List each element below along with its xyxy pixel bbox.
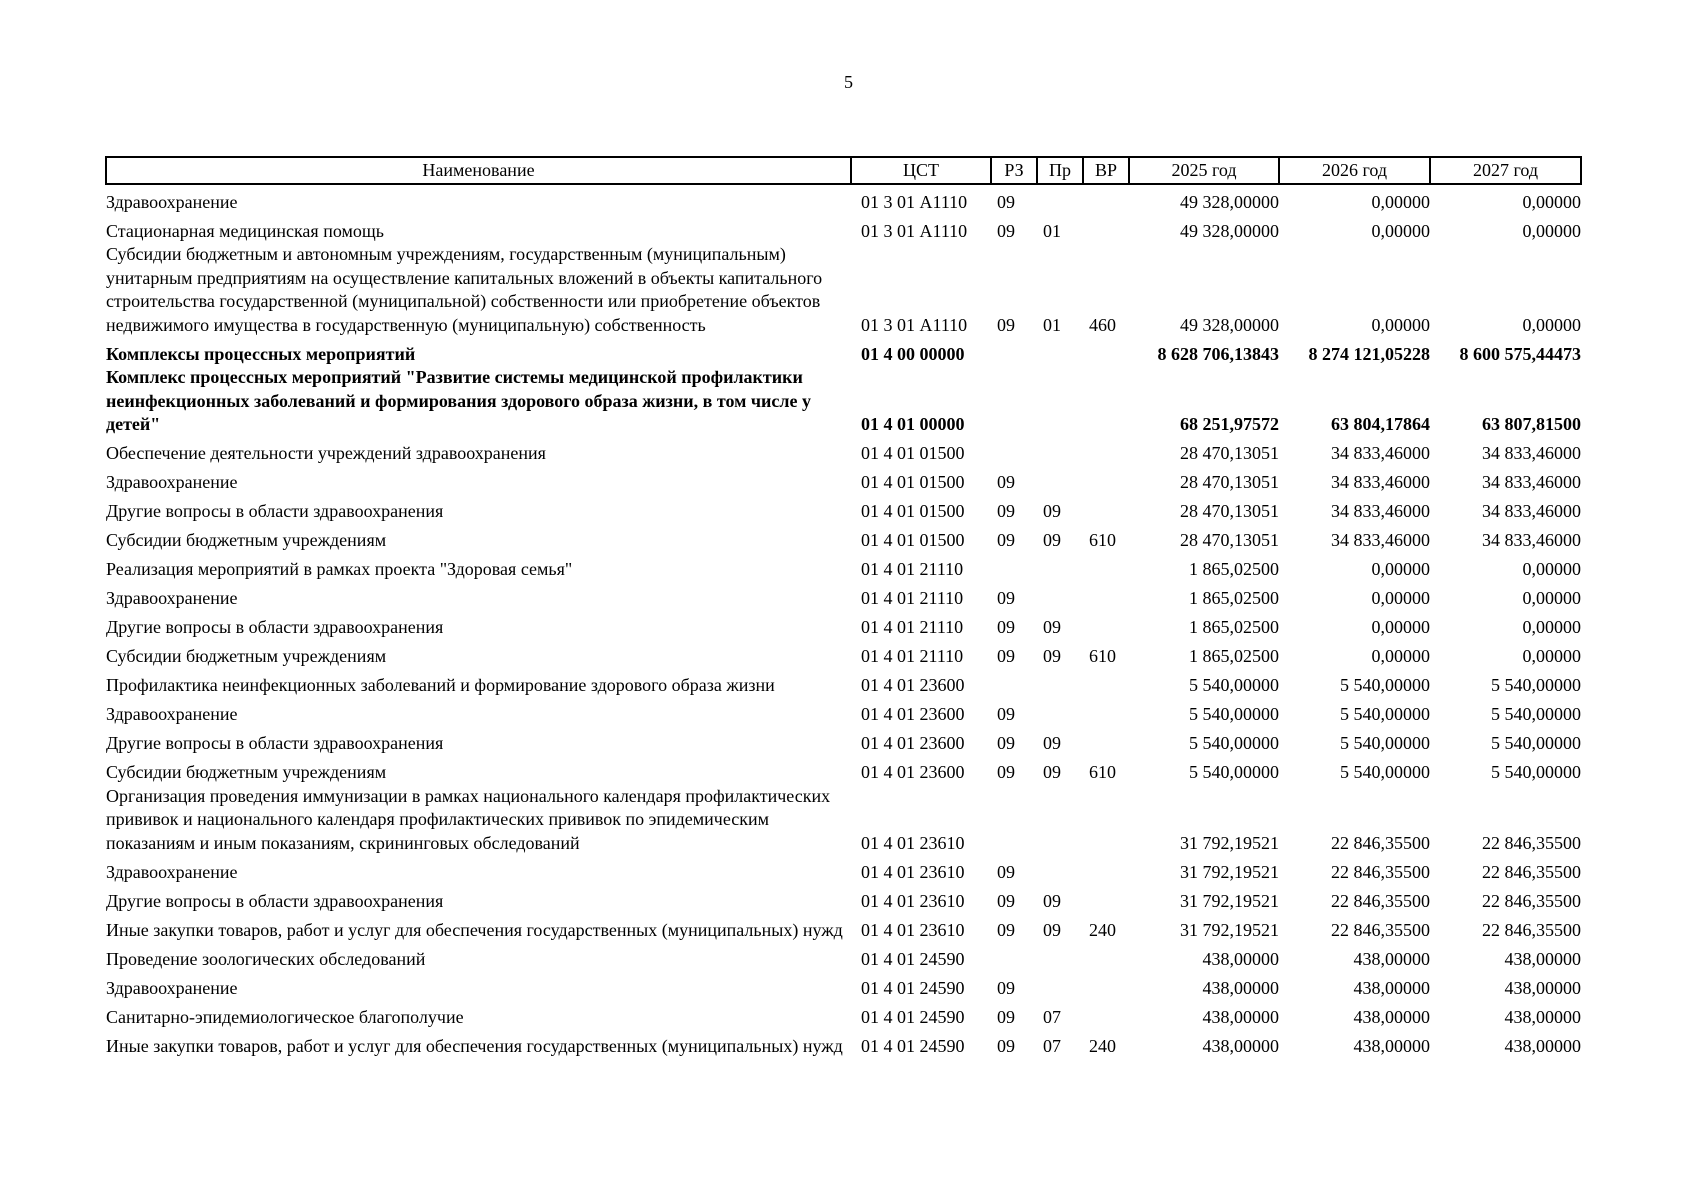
table-row [106,855,1581,884]
row-2027: 34 833,46000 [1482,472,1581,492]
row-cst: 01 4 01 23610 [861,890,965,911]
row-pr: 07 [1043,1006,1061,1027]
row-2025: 5 540,00000 [1189,733,1279,753]
row-vr: 610 [1089,646,1116,666]
row-pr: 09 [1043,530,1061,550]
row-2025: 68 251,97572 [1180,414,1279,434]
table-row [106,611,1581,640]
row-2025: 1 865,02500 [1189,646,1279,666]
row-vr [1083,971,1129,1000]
row-rz: 09 [997,762,1015,782]
table-row [106,640,1581,669]
row-pr [1037,366,1083,437]
row-vr [1083,495,1129,524]
row-2026: 0,00000 [1371,646,1430,666]
row-pr [1037,669,1083,698]
row-vr: 610 [1089,762,1116,782]
row-vr [1083,337,1129,366]
row-pr: 07 [1043,1035,1061,1056]
row-name: Здравоохранение [106,472,238,492]
row-2027: 0,00000 [1522,559,1581,579]
row-vr [1083,1000,1129,1029]
row-cst: 01 4 01 00000 [861,414,965,434]
table-row [106,366,1581,437]
row-2027: 438,00000 [1504,948,1581,969]
row-pr: 01 [1043,314,1061,335]
row-2025: 8 628 706,13843 [1157,343,1279,364]
row-name: Субсидии бюджетным учреждениям [106,530,387,550]
table-header [106,157,1581,184]
row-cst: 01 4 01 23610 [861,861,965,882]
row-2026: 0,00000 [1371,588,1430,608]
row-2026: 22 846,35500 [1331,832,1430,853]
page-number: 5 [844,72,853,92]
table-row [106,214,1581,243]
row-name: Здравоохранение [106,588,238,608]
row-2027: 0,00000 [1522,617,1581,637]
row-vr: 610 [1089,530,1116,550]
row-2026: 5 540,00000 [1340,675,1430,695]
row-cst: 01 4 01 23610 [861,832,965,853]
row-cst: 01 4 01 23600 [861,675,965,695]
row-pr [1037,698,1083,727]
row-cst: 01 4 01 01500 [861,530,965,550]
row-2026: 34 833,46000 [1331,443,1430,463]
row-name: Обеспечение деятельности учреждений здравоохранения [106,443,546,463]
row-vr: 240 [1089,919,1116,940]
table-row [106,942,1581,971]
row-vr [1083,214,1129,243]
row-pr [1037,971,1083,1000]
row-pr [1037,942,1083,971]
row-pr [1037,466,1083,495]
header-vr: ВР [1083,157,1129,184]
row-pr: 09 [1043,617,1061,637]
row-2026: 0,00000 [1371,314,1430,335]
header-name: Наименование [106,157,851,184]
row-rz: 09 [997,704,1015,724]
row-cst: 01 4 01 21110 [861,646,964,666]
row-rz [991,366,1037,437]
row-2027: 5 540,00000 [1491,675,1581,695]
row-name: Профилактика неинфекционных заболеваний и формирование здорового образа жизни [106,675,775,695]
row-cst: 01 4 01 23600 [861,704,965,724]
row-2027: 34 833,46000 [1482,530,1581,550]
row-2027: 8 600 575,44473 [1459,343,1581,364]
row-cst: 01 4 01 23610 [861,919,965,940]
row-cst: 01 4 01 01500 [861,501,965,521]
row-pr: 09 [1043,890,1061,911]
row-cst: 01 4 01 21110 [861,588,964,608]
row-name: Иные закупки товаров, работ и услуг для обеспечения государственных (муниципальных) нужд [106,1035,843,1056]
row-2026: 22 846,35500 [1331,861,1430,882]
row-2025: 31 792,19521 [1180,861,1279,882]
table-row [106,437,1581,466]
row-name: Стационарная медицинская помощь [106,220,384,241]
row-2025: 49 328,00000 [1180,191,1279,212]
row-2027: 34 833,46000 [1482,501,1581,521]
table-row [106,582,1581,611]
table-row [106,884,1581,913]
row-cst: 01 4 01 24590 [861,948,965,969]
row-cst: 01 4 01 21110 [861,617,964,637]
row-pr [1037,855,1083,884]
row-name: Другие вопросы в области здравоохранения [106,733,444,753]
budget-table [105,156,1582,1058]
row-name: Комплекс процессных мероприятий "Развитие системы медицинской профилактики неинфекционных заболеваний и формирования здорового образа жизни, в том числе у детей" [106,367,811,434]
row-rz: 09 [997,588,1015,608]
row-cst: 01 4 01 01500 [861,443,965,463]
table-row [106,1029,1581,1058]
row-name: Санитарно-эпидемиологическое благополучие [106,1006,464,1027]
row-pr: 09 [1043,733,1061,753]
row-2026: 438,00000 [1353,977,1430,998]
header-2025: 2025 год [1129,157,1279,184]
row-rz [991,942,1037,971]
row-rz [991,669,1037,698]
row-cst: 01 3 01 А1110 [861,314,968,335]
row-cst: 01 4 01 24590 [861,977,965,998]
row-rz: 09 [997,191,1015,212]
row-2025: 28 470,13051 [1180,443,1279,463]
row-name: Субсидии бюджетным учреждениям [106,762,387,782]
row-pr [1037,582,1083,611]
header-2027: 2027 год [1430,157,1581,184]
row-vr [1083,437,1129,466]
row-rz [991,437,1037,466]
row-vr [1083,884,1129,913]
row-rz: 09 [997,1035,1015,1056]
row-2026: 0,00000 [1371,191,1430,212]
row-2025: 438,00000 [1202,977,1279,998]
row-vr [1083,785,1129,856]
row-name: Проведение зоологических обследований [106,948,426,969]
row-name: Реализация мероприятий в рамках проекта "Здоровая семья" [106,559,573,579]
row-rz: 09 [997,861,1015,882]
row-2025: 31 792,19521 [1180,890,1279,911]
row-2027: 63 807,81500 [1482,414,1581,434]
row-2027: 0,00000 [1522,314,1581,335]
row-2025: 1 865,02500 [1189,588,1279,608]
table-body [106,184,1581,1058]
row-2025: 1 865,02500 [1189,617,1279,637]
row-cst: 01 4 01 23600 [861,762,965,782]
row-pr [1037,184,1083,214]
row-rz [991,785,1037,856]
row-rz: 09 [997,919,1015,940]
table-row [106,669,1581,698]
row-2027: 22 846,35500 [1482,919,1581,940]
row-2025: 5 540,00000 [1189,762,1279,782]
row-vr [1083,553,1129,582]
row-2027: 34 833,46000 [1482,443,1581,463]
row-name: Комплексы процессных мероприятий [106,343,416,364]
row-rz: 09 [997,646,1015,666]
row-vr [1083,669,1129,698]
row-2027: 0,00000 [1522,646,1581,666]
row-2026: 34 833,46000 [1331,501,1430,521]
row-rz: 09 [997,501,1015,521]
header-2026: 2026 год [1279,157,1430,184]
row-pr: 09 [1043,762,1061,782]
row-rz: 09 [997,1006,1015,1027]
row-name: Другие вопросы в области здравоохранения [106,617,444,637]
row-2027: 22 846,35500 [1482,832,1581,853]
row-rz: 09 [997,530,1015,550]
row-2025: 49 328,00000 [1180,220,1279,241]
row-2026: 5 540,00000 [1340,704,1430,724]
row-name: Здравоохранение [106,704,238,724]
row-name: Субсидии бюджетным и автономным учреждениям, государственным (муниципальным) унитарным предприятиям на осуществление капитальных вложений в объекты капитального строительства государственной (муниципальной) собственности или приобретение объектов недвижимого имущества в государственную (муниципальную) собственность [106,244,823,335]
row-2027: 438,00000 [1504,1035,1581,1056]
row-2026: 438,00000 [1353,1006,1430,1027]
table-row [106,1000,1581,1029]
row-2027: 22 846,35500 [1482,890,1581,911]
header-cst: ЦСТ [851,157,991,184]
row-pr [1037,337,1083,366]
row-pr [1037,437,1083,466]
row-vr: 240 [1089,1035,1116,1056]
table-row [106,971,1581,1000]
row-rz: 09 [997,472,1015,492]
table-row [106,184,1581,214]
table-row [106,495,1581,524]
row-2026: 34 833,46000 [1331,472,1430,492]
row-2025: 49 328,00000 [1180,314,1279,335]
row-vr [1083,466,1129,495]
table-row [106,698,1581,727]
row-2026: 22 846,35500 [1331,919,1430,940]
row-2026: 438,00000 [1353,1035,1430,1056]
row-vr [1083,942,1129,971]
row-2027: 22 846,35500 [1482,861,1581,882]
row-2026: 22 846,35500 [1331,890,1430,911]
row-cst: 01 4 01 01500 [861,472,965,492]
row-pr: 09 [1043,919,1061,940]
table-row [106,727,1581,756]
row-vr: 460 [1089,314,1116,335]
row-pr [1037,553,1083,582]
row-rz: 09 [997,220,1015,241]
row-pr: 01 [1043,220,1061,241]
table-row [106,913,1581,942]
row-pr [1037,785,1083,856]
row-rz: 09 [997,890,1015,911]
row-rz: 09 [997,617,1015,637]
row-rz: 09 [997,977,1015,998]
row-2027: 5 540,00000 [1491,733,1581,753]
table-row [106,466,1581,495]
row-2025: 1 865,02500 [1189,559,1279,579]
row-vr [1083,366,1129,437]
header-rz: РЗ [991,157,1037,184]
table-row [106,785,1581,856]
row-rz: 09 [997,314,1015,335]
row-2026: 5 540,00000 [1340,762,1430,782]
header-row [106,157,1581,184]
row-rz [991,337,1037,366]
table-row [106,337,1581,366]
row-vr [1083,698,1129,727]
row-cst: 01 4 01 24590 [861,1035,965,1056]
row-2025: 438,00000 [1202,1035,1279,1056]
row-2027: 0,00000 [1522,588,1581,608]
row-2027: 0,00000 [1522,220,1581,241]
row-2026: 438,00000 [1353,948,1430,969]
row-cst: 01 3 01 А1110 [861,220,968,241]
row-cst: 01 4 01 24590 [861,1006,965,1027]
row-name: Здравоохранение [106,977,238,998]
row-2026: 0,00000 [1371,220,1430,241]
row-name: Организация проведения иммунизации в рамках национального календаря профилактических прививок и национального календаря профилактических прививок по эпидемическим показаниям и иным показаниям, скрининговых обследований [106,785,831,853]
row-cst: 01 4 01 23600 [861,733,965,753]
header-pr: Пр [1037,157,1083,184]
row-2026: 63 804,17864 [1331,414,1430,434]
row-2025: 28 470,13051 [1180,501,1279,521]
row-name: Здравоохранение [106,191,238,212]
row-name: Другие вопросы в области здравоохранения [106,890,444,911]
row-rz [991,553,1037,582]
row-name: Здравоохранение [106,861,238,882]
row-2027: 5 540,00000 [1491,704,1581,724]
table-row [106,756,1581,785]
row-cst: 01 4 01 21110 [861,559,964,579]
row-2025: 31 792,19521 [1180,919,1279,940]
row-2025: 28 470,13051 [1180,472,1279,492]
row-2025: 438,00000 [1202,1006,1279,1027]
row-2026: 34 833,46000 [1331,530,1430,550]
row-vr [1083,855,1129,884]
row-name: Иные закупки товаров, работ и услуг для обеспечения государственных (муниципальных) нужд [106,919,843,940]
row-name: Другие вопросы в области здравоохранения [106,501,444,521]
row-2026: 0,00000 [1371,559,1430,579]
row-2025: 28 470,13051 [1180,530,1279,550]
row-rz: 09 [997,733,1015,753]
row-vr [1083,727,1129,756]
row-2026: 8 274 121,05228 [1308,343,1430,364]
row-vr [1083,582,1129,611]
row-name: Субсидии бюджетным учреждениям [106,646,387,666]
row-2027: 438,00000 [1504,1006,1581,1027]
table-row [106,524,1581,553]
row-2025: 5 540,00000 [1189,675,1279,695]
row-2026: 5 540,00000 [1340,733,1430,753]
row-2027: 438,00000 [1504,977,1581,998]
row-2026: 0,00000 [1371,617,1430,637]
row-pr: 09 [1043,646,1061,666]
row-2025: 5 540,00000 [1189,704,1279,724]
row-vr [1083,184,1129,214]
row-2027: 5 540,00000 [1491,762,1581,782]
row-pr: 09 [1043,501,1061,521]
row-2025: 438,00000 [1202,948,1279,969]
row-cst: 01 4 00 00000 [861,343,965,364]
table-row [106,243,1581,337]
row-2027: 0,00000 [1522,191,1581,212]
row-vr [1083,611,1129,640]
table-row [106,553,1581,582]
row-cst: 01 3 01 А1110 [861,191,968,212]
row-2025: 31 792,19521 [1180,832,1279,853]
